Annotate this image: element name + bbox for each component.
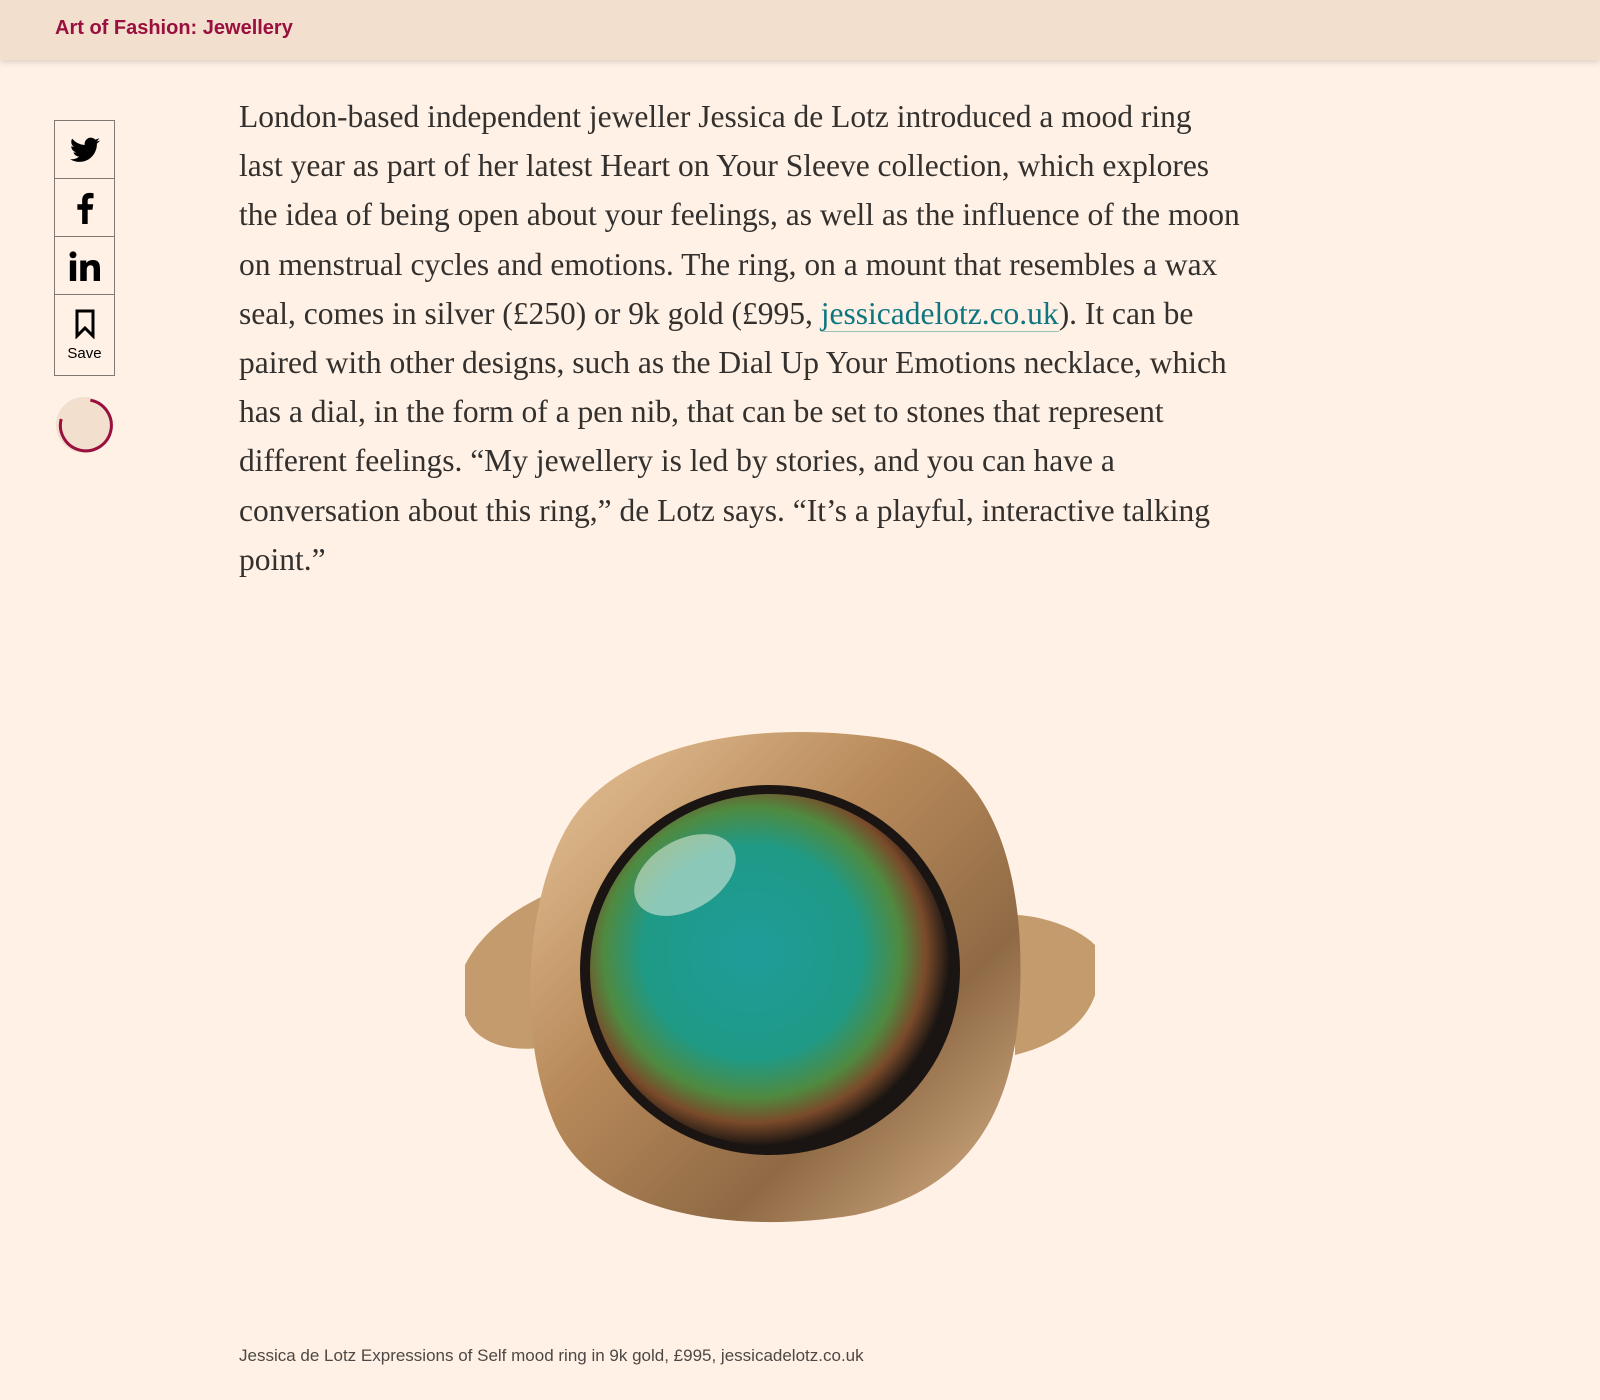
mood-ring-image bbox=[455, 725, 1105, 1250]
paragraph-line: London-based independent jeweller Jessica de Lotz introduced a mood ring bbox=[239, 99, 1192, 134]
save-article-button[interactable] bbox=[54, 294, 115, 376]
facebook-icon bbox=[76, 192, 94, 224]
paragraph-line: paired with other designs, such as the Dial Up Your Emotions necklace, which bbox=[239, 345, 1227, 381]
paragraph-line: different feelings. “My jewellery is led by stories, and you can have a bbox=[239, 443, 1115, 479]
paragraph-line: last year as part of her latest Heart on Your Sleeve collection, which explores bbox=[239, 148, 1210, 184]
share-toolbar bbox=[54, 121, 114, 376]
section-header bbox=[0, 0, 1600, 60]
article-body bbox=[239, 92, 1339, 584]
section-title-link[interactable]: Art of Fashion: Jewellery bbox=[55, 17, 293, 39]
paragraph-text: ). It can be bbox=[1058, 295, 1194, 331]
linkedin-icon bbox=[69, 251, 101, 281]
paragraph-line: the idea of being open about your feelings, as well as the influence of the moon bbox=[239, 197, 1240, 233]
image-caption: Jessica de Lotz Expressions of Self mood ring in 9k gold, £995, jessicadelotz.co.uk bbox=[239, 1346, 864, 1365]
share-twitter-button[interactable] bbox=[54, 120, 115, 179]
share-linkedin-button[interactable] bbox=[54, 236, 115, 295]
paragraph-text: seal, comes in silver (£250) or 9k gold (£995, bbox=[239, 295, 821, 331]
save-label: Save bbox=[67, 344, 102, 362]
paragraph-line: conversation about this ring,” de Lotz says. “It’s a playful, interactive talking bbox=[239, 492, 1210, 528]
jessicadelotz-link[interactable]: jessicadelotz.co.uk bbox=[820, 295, 1059, 331]
paragraph-line: point.” bbox=[239, 541, 326, 577]
bookmark-icon bbox=[75, 309, 95, 339]
paragraph-line: has a dial, in the form of a pen nib, that can be set to stones that represent bbox=[239, 394, 1164, 430]
twitter-icon bbox=[70, 137, 100, 163]
share-facebook-button[interactable] bbox=[54, 178, 115, 237]
reading-progress-indicator bbox=[55, 396, 113, 454]
paragraph-line bbox=[239, 289, 1339, 338]
paragraph-line: on menstrual cycles and emotions. The ring, on a mount that resembles a wax bbox=[239, 246, 1218, 282]
